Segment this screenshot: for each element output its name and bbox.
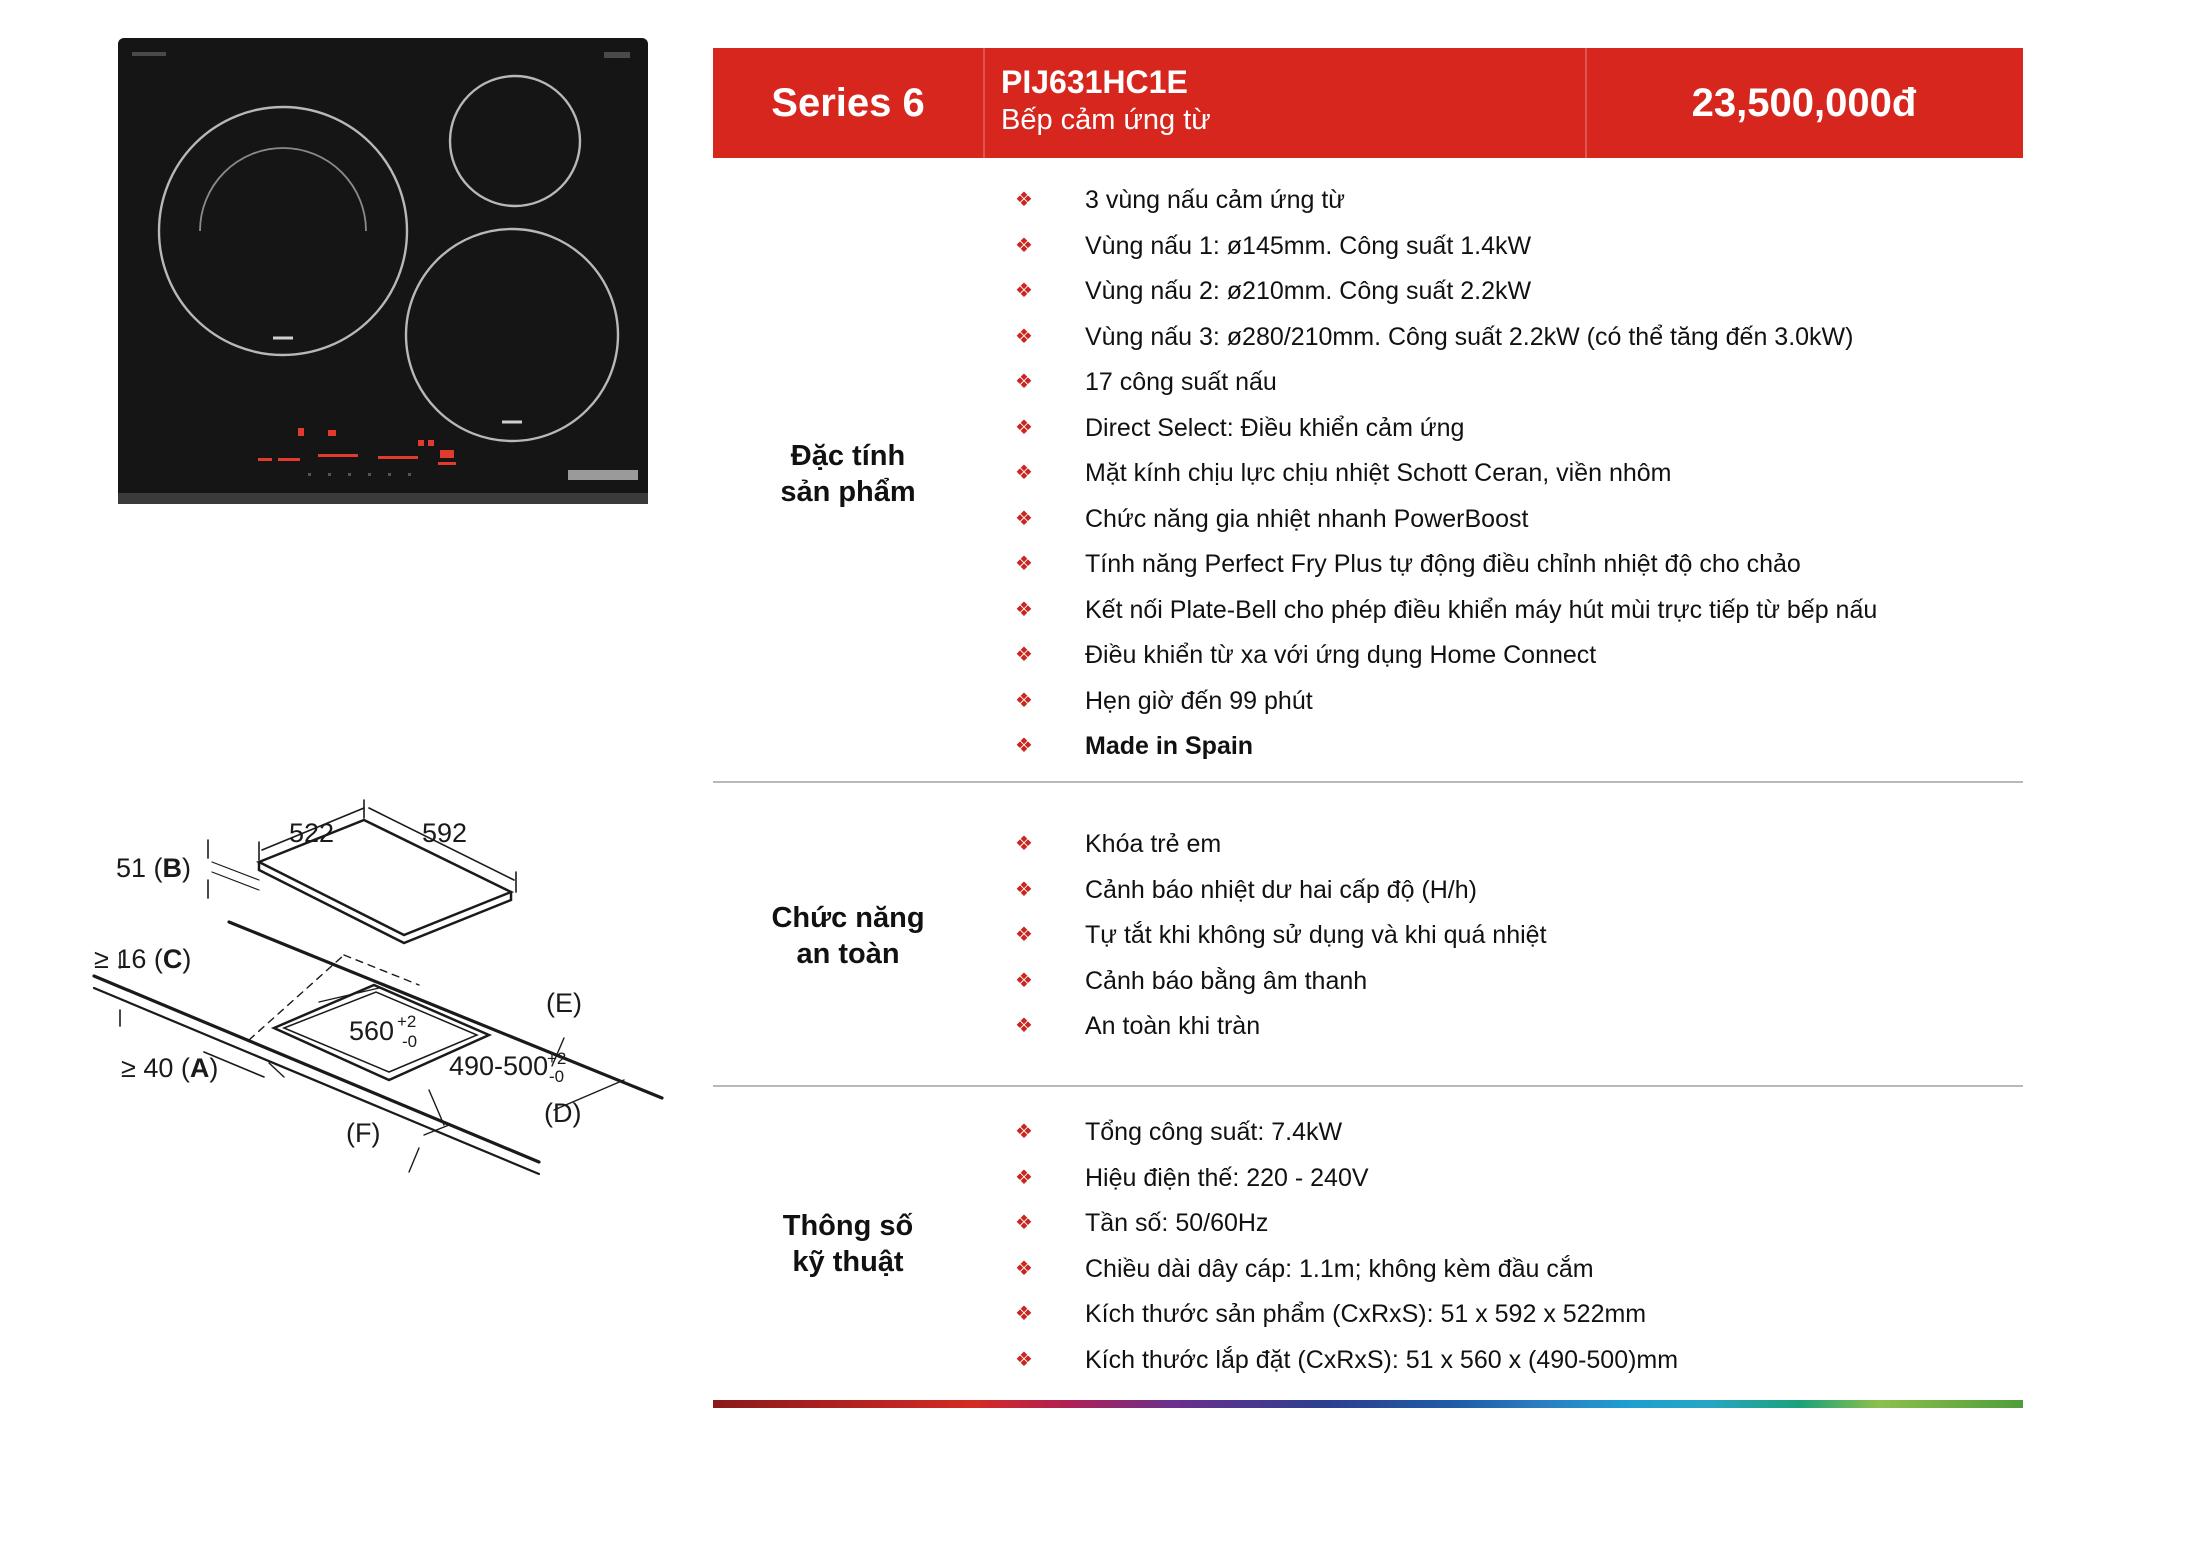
cooktop-frame-edge <box>118 493 648 504</box>
list-item <box>1013 868 1547 914</box>
specs-list <box>1013 1110 1678 1383</box>
diamond-bullet-icon: ❖ <box>1015 644 1033 666</box>
list-item <box>1013 542 1877 588</box>
list-item <box>1013 360 1877 406</box>
dim-cut-width-label: 560 <box>349 1016 395 1046</box>
diamond-bullet-icon: ❖ <box>1015 689 1033 712</box>
list-item-text: Mặt kính chịu lực chịu nhiệt Schott Ceran, viền nhôm <box>1085 459 1672 487</box>
list-item <box>1013 588 1877 634</box>
model-name: Bếp cảm ứng từ <box>1001 104 1211 136</box>
list-item-text: Tổng công suất: 7.4kW <box>1085 1118 1343 1146</box>
diamond-bullet-icon: ❖ <box>1015 1015 1033 1037</box>
diamond-bullet-icon: ❖ <box>1015 416 1033 439</box>
diamond-bullet-icon: ❖ <box>1015 1348 1033 1371</box>
list-item-text: Tính năng Perfect Fry Plus tự động điều chỉnh nhiệt độ cho chảo <box>1085 550 1801 578</box>
diamond-bullet-icon: ❖ <box>1015 924 1033 946</box>
cooktop-product-image <box>118 38 648 504</box>
dim-cut-depth-label: 490-500 <box>449 1051 549 1081</box>
diamond-bullet-icon: ❖ <box>1015 234 1033 257</box>
dim-e-label: (E) <box>546 988 582 1018</box>
diamond-bullet-icon: ❖ <box>1015 325 1033 348</box>
list-item-text: Cảnh báo bằng âm thanh <box>1085 966 1368 995</box>
dim-f-label: (F) <box>346 1118 381 1148</box>
list-item-text: Made in Spain <box>1085 732 1254 760</box>
list-item <box>1013 269 1877 315</box>
list-item-text: Tần số: 50/60Hz <box>1085 1209 1269 1237</box>
list-item-text: 3 vùng nấu cảm ứng từ <box>1085 186 1346 214</box>
diamond-bullet-icon: ❖ <box>1015 1121 1033 1143</box>
diamond-bullet-icon: ❖ <box>1015 735 1033 757</box>
list-item <box>1013 451 1877 497</box>
diamond-bullet-icon: ❖ <box>1015 280 1033 302</box>
list-item-text: Kích thước lắp đặt (CxRxS): 51 x 560 x (490-500)mm <box>1085 1345 1679 1374</box>
list-item-text: Vùng nấu 3: ø280/210mm. Công suất 2.2kW (có thể tăng đến 3.0kW) <box>1085 322 1854 351</box>
cooktop-glass <box>118 38 648 504</box>
section-title-safety: Chức năng an toàn <box>771 902 925 970</box>
dim-depth-label: 522 <box>289 818 335 848</box>
brand-logo-plate <box>568 470 638 480</box>
list-item <box>1013 822 1547 868</box>
dim-height-label: 51 (B) <box>116 853 192 883</box>
section-title-features: Đặc tính sản phẩm <box>780 440 916 508</box>
list-item <box>1013 178 1877 224</box>
model-cell <box>983 48 1587 158</box>
price-label: 23,500,000đ <box>1691 80 1917 125</box>
diamond-bullet-icon: ❖ <box>1015 833 1033 855</box>
brand-color-bar <box>713 1400 2023 1408</box>
list-item <box>1013 406 1877 452</box>
list-item-text: Tự tắt khi không sử dụng và khi quá nhiệt <box>1085 921 1547 949</box>
diamond-bullet-icon: ❖ <box>1015 1303 1033 1325</box>
safety-list <box>1013 822 1547 1050</box>
series-label: Series 6 <box>771 80 925 125</box>
diamond-bullet-icon: ❖ <box>1015 878 1033 901</box>
list-item <box>1013 633 1877 679</box>
diamond-bullet-icon: ❖ <box>1015 189 1033 211</box>
diamond-bullet-icon: ❖ <box>1015 462 1033 484</box>
diamond-bullet-icon: ❖ <box>1015 1212 1033 1234</box>
list-item <box>1013 1292 1678 1338</box>
section-title-specs: Thông số kỹ thuật <box>782 1210 914 1278</box>
diamond-bullet-icon: ❖ <box>1015 598 1033 621</box>
list-item-text: Vùng nấu 1: ø145mm. Công suất 1.4kW <box>1085 231 1532 260</box>
dim-d-label: (D) <box>544 1098 582 1128</box>
svg-text:+2: +2 <box>547 1049 567 1068</box>
list-item <box>1013 913 1547 959</box>
list-item <box>1013 497 1877 543</box>
feature-list <box>1013 178 1877 770</box>
model-code: PIJ631HC1E <box>1001 64 1188 100</box>
section-divider <box>713 1085 2023 1087</box>
diamond-bullet-icon: ❖ <box>1015 1257 1033 1280</box>
installation-diagram <box>84 780 684 1230</box>
list-item-text: Hiệu điện thế: 220 - 240V <box>1085 1163 1369 1192</box>
list-item-text: Hẹn giờ đến 99 phút <box>1085 686 1313 715</box>
list-item-text: Vùng nấu 2: ø210mm. Công suất 2.2kW <box>1085 277 1532 305</box>
list-item-text: An toàn khi tràn <box>1085 1012 1261 1040</box>
list-item <box>1013 1110 1678 1156</box>
diamond-bullet-icon: ❖ <box>1015 1166 1033 1189</box>
dim-c-label: ≥ 16 (C) <box>94 944 192 974</box>
list-item-text: 17 công suất nấu <box>1085 368 1277 396</box>
list-item-text: Direct Select: Điều khiển cảm ứng <box>1085 413 1465 442</box>
list-item <box>1013 1338 1678 1384</box>
dim-width-label: 592 <box>422 818 468 848</box>
list-item <box>1013 1247 1678 1293</box>
product-header-bar <box>713 48 2023 158</box>
section-divider <box>713 781 2023 783</box>
list-item <box>1013 1004 1547 1050</box>
svg-text:-0: -0 <box>402 1032 418 1051</box>
list-item <box>1013 1201 1678 1247</box>
list-item <box>1013 724 1877 770</box>
svg-text:-0: -0 <box>549 1067 565 1086</box>
diamond-bullet-icon: ❖ <box>1015 371 1033 393</box>
list-item <box>1013 1156 1678 1202</box>
list-item <box>1013 679 1877 725</box>
list-item <box>1013 224 1877 270</box>
dim-a-label: ≥ 40 (A) <box>121 1053 219 1083</box>
list-item-text: Khóa trẻ em <box>1085 830 1222 858</box>
list-item-text: Kết nối Plate-Bell cho phép điều khiển máy hút mùi trực tiếp từ bếp nấu <box>1085 595 1878 624</box>
diamond-bullet-icon: ❖ <box>1015 507 1033 530</box>
diamond-bullet-icon: ❖ <box>1015 969 1033 992</box>
list-item-text: Chiều dài dây cáp: 1.1m; không kèm đầu cắm <box>1085 1254 1594 1283</box>
list-item-text: Cảnh báo nhiệt dư hai cấp độ (H/h) <box>1085 875 1477 904</box>
svg-text:+2: +2 <box>397 1012 417 1031</box>
list-item-text: Kích thước sản phẩm (CxRxS): 51 x 592 x 522mm <box>1085 1300 1647 1328</box>
list-item-text: Điều khiển từ xa với ứng dụng Home Connect <box>1085 641 1597 669</box>
list-item <box>1013 959 1547 1005</box>
list-item <box>1013 315 1877 361</box>
list-item-text: Chức năng gia nhiệt nhanh PowerBoost <box>1085 504 1529 533</box>
diamond-bullet-icon: ❖ <box>1015 553 1033 575</box>
